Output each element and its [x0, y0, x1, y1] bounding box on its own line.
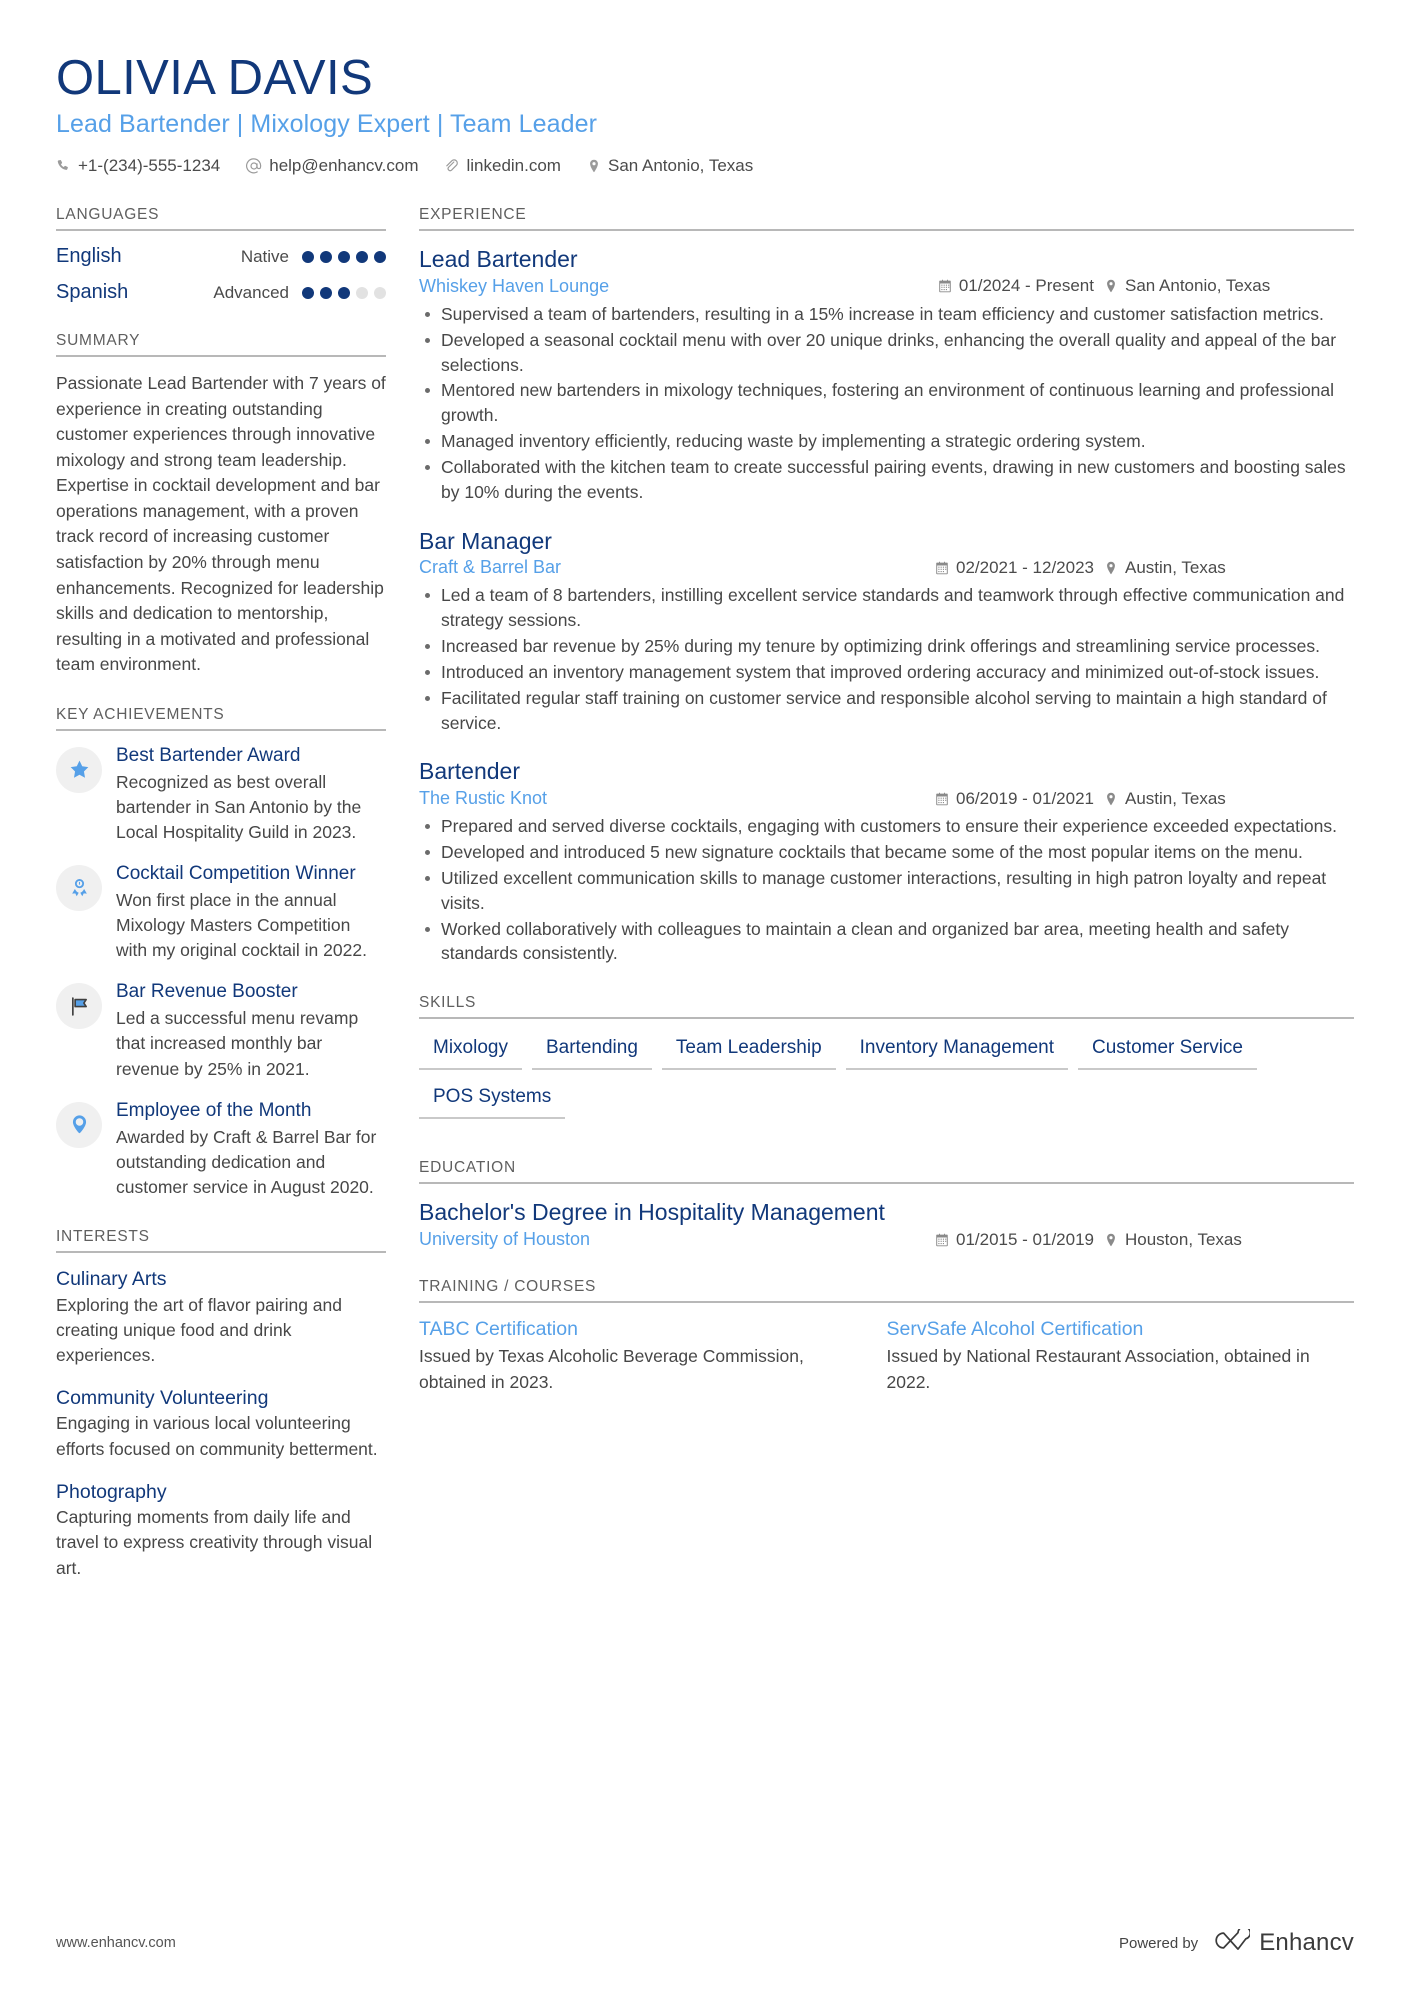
- training-list: [419, 1317, 1354, 1395]
- proficiency-dot: [356, 287, 368, 299]
- education-school: University of Houston: [419, 1229, 591, 1250]
- award-medal-icon: [56, 865, 102, 911]
- location-icon: [1104, 792, 1118, 806]
- contact-item-1[interactable]: [246, 156, 418, 176]
- enhancv-mark-icon: [1212, 1929, 1250, 1957]
- skills-heading: SKILLS: [419, 994, 1354, 1019]
- job-title: Bartender: [419, 758, 521, 785]
- candidate-headline: Lead Bartender | Mixology Expert | Team Leader: [56, 109, 598, 138]
- interest-description: Exploring the art of flavor pairing and creating unique food and drink experiences.: [56, 1294, 342, 1365]
- job-bullet: Developed and introduced 5 new signature cocktails that became some of the most popular items on the menu.: [419, 840, 1354, 865]
- interest-item: [56, 1267, 386, 1368]
- achievement-description: Recognized as best overall bartender in San Antonio by the Local Hospitality Guild in 2023.: [116, 771, 362, 842]
- training-item: [887, 1317, 1355, 1395]
- education-location-text: Houston, Texas: [1125, 1229, 1242, 1249]
- job-dates: [935, 558, 1094, 578]
- job-bullet: Mentored new bartenders in mixology techniques, fostering an environment of continuous learning and professional growth.: [419, 378, 1354, 428]
- job-bullets: [419, 583, 1354, 735]
- footer-url[interactable]: www.enhancv.com: [56, 1935, 176, 1951]
- job-bullet: Collaborated with the kitchen team to create successful pairing events, drawing in new customers and boosting sales by 10% during the events.: [419, 455, 1354, 505]
- proficiency-dot: [302, 287, 314, 299]
- achievement-description: Awarded by Craft & Barrel Bar for outstanding dedication and customer service in August 2020.: [116, 1126, 377, 1197]
- contact-item-0[interactable]: [56, 156, 220, 176]
- job-dates-text: 02/2021 - 12/2023: [955, 557, 1094, 577]
- education-list: [419, 1198, 1354, 1250]
- achievements-list: [56, 745, 386, 1200]
- achievement-body: [116, 1100, 386, 1200]
- calendar-icon: [938, 279, 952, 293]
- language-name: English: [56, 245, 122, 268]
- flag-icon: [56, 983, 102, 1029]
- page-footer: [56, 1929, 1354, 1957]
- location-icon: [587, 159, 601, 173]
- language-rating: [241, 247, 386, 267]
- achievement-item: [56, 863, 386, 963]
- interest-title: Community Volunteering: [56, 1387, 269, 1410]
- language-row: [56, 281, 386, 304]
- job-meta: [419, 276, 1354, 297]
- achievement-body: [116, 863, 386, 963]
- job-meta: [419, 557, 1354, 578]
- location-icon: [1104, 279, 1118, 293]
- location-icon: [1104, 1233, 1118, 1247]
- experience-item: [419, 245, 1354, 505]
- education-degree: Bachelor's Degree in Hospitality Management: [419, 1199, 885, 1226]
- interests-section: [56, 1228, 386, 1581]
- job-bullet: Led a team of 8 bartenders, instilling excellent service standards and teamwork through effective communication and strategy sessions.: [419, 583, 1354, 633]
- skill-tag[interactable]: Customer Service: [1078, 1033, 1257, 1070]
- experience-item: [419, 527, 1354, 736]
- calendar-icon: [935, 561, 949, 575]
- interest-item: [56, 1480, 386, 1581]
- language-level: Native: [240, 246, 289, 266]
- training-description: Issued by National Restaurant Association, obtained in 2022.: [886, 1346, 1310, 1392]
- achievement-description: Led a successful menu revamp that increased monthly bar revenue by 25% in 2021.: [116, 1008, 359, 1079]
- right-column: [419, 206, 1354, 1423]
- interest-description: Engaging in various local volunteering efforts focused on community betterment.: [56, 1413, 378, 1459]
- achievement-title: Cocktail Competition Winner: [116, 863, 356, 885]
- footer-brand: [1119, 1929, 1354, 1957]
- achievement-body: [116, 981, 386, 1081]
- education-dates-text: 01/2015 - 01/2019: [955, 1229, 1094, 1249]
- calendar-icon: [935, 792, 949, 806]
- summary-text: Passionate Lead Bartender with 7 years of experience in creating outstanding customer experiences through innovative mixology and strong team leadership. Expertise in cocktail development and bar operations management, with a proven track record of increasing customer satisfaction by 20% through menu enhancements. Recognized for leadership skills and dedication to mentorship, resulting in a motivated and professional team environment.: [56, 373, 386, 675]
- job-location: [1104, 789, 1354, 809]
- interest-description: Capturing moments from daily life and travel to express creativity through visual art.: [56, 1507, 373, 1578]
- education-heading: EDUCATION: [419, 1159, 1354, 1184]
- skills-list: [419, 1033, 1354, 1131]
- job-title: Lead Bartender: [419, 246, 578, 273]
- job-company: Craft & Barrel Bar: [419, 557, 562, 578]
- job-bullet: Increased bar revenue by 25% during my tenure by optimizing drink offerings and streamlining service processes.: [419, 634, 1354, 659]
- resume-header: [56, 52, 1354, 176]
- education-meta: [419, 1229, 1354, 1250]
- job-bullet: Supervised a team of bartenders, resulting in a 15% increase in team efficiency and customer satisfaction metrics.: [419, 302, 1354, 327]
- skill-tag[interactable]: Team Leadership: [662, 1033, 836, 1070]
- job-bullets: [419, 814, 1354, 966]
- contact-text: help@enhancv.com: [269, 156, 419, 176]
- language-row: [56, 245, 386, 268]
- training-description: Issued by Texas Alcoholic Beverage Commission, obtained in 2023.: [419, 1346, 804, 1392]
- link-icon: [444, 159, 459, 174]
- job-location: [1104, 276, 1354, 296]
- education-section: [419, 1159, 1354, 1250]
- job-bullet: Utilized excellent communication skills to manage customer interactions, resulting in high patron loyalty and repeat visits.: [419, 866, 1354, 916]
- proficiency-dots: [302, 251, 386, 263]
- skill-tag[interactable]: Mixology: [419, 1033, 522, 1070]
- calendar-icon: [935, 1233, 949, 1247]
- education-location: [1104, 1230, 1354, 1250]
- experience-heading: EXPERIENCE: [419, 206, 1354, 231]
- proficiency-dot: [338, 287, 350, 299]
- contact-row: [56, 156, 1354, 176]
- proficiency-dot: [302, 251, 314, 263]
- training-title: TABC Certification: [419, 1318, 578, 1341]
- proficiency-dot: [338, 251, 350, 263]
- languages-section: [56, 206, 386, 304]
- job-company: Whiskey Haven Lounge: [419, 275, 610, 296]
- pin-drop-icon: [56, 1102, 102, 1148]
- resume-body: [56, 206, 1354, 1609]
- training-section: [419, 1278, 1354, 1395]
- job-dates: [938, 276, 1094, 296]
- proficiency-dot: [356, 251, 368, 263]
- job-location: [1104, 558, 1354, 578]
- contact-text: +1-(234)-555-1234: [78, 156, 221, 176]
- key-achievements-section: [56, 706, 386, 1200]
- language-rating: [213, 283, 386, 303]
- languages-heading: LANGUAGES: [56, 206, 386, 231]
- contact-text: linkedin.com: [466, 156, 561, 176]
- proficiency-dots: [302, 287, 386, 299]
- job-location-text: Austin, Texas: [1125, 788, 1226, 808]
- job-bullet: Introduced an inventory management system that improved ordering accuracy and minimized out-of-stock issues.: [419, 660, 1354, 685]
- job-bullet: Developed a seasonal cocktail menu with over 20 unique drinks, enhancing the overall quality and appeal of the bar selections.: [419, 328, 1354, 378]
- skill-tag[interactable]: Bartending: [532, 1033, 652, 1070]
- job-bullet: Worked collaboratively with colleagues to maintain a clean and organized bar area, meeting health and safety standards consistently.: [419, 917, 1354, 967]
- language-name: Spanish: [56, 281, 129, 304]
- achievement-body: [116, 745, 386, 845]
- training-item: [419, 1317, 887, 1395]
- experience-list: [419, 245, 1354, 966]
- powered-by-label: Powered by: [1118, 1934, 1199, 1952]
- job-title: Bar Manager: [419, 527, 552, 554]
- achievement-item: [56, 1100, 386, 1200]
- experience-item: [419, 757, 1354, 966]
- star-icon: [56, 747, 102, 793]
- enhancv-logo: [1212, 1929, 1354, 1957]
- interest-item: [56, 1386, 386, 1462]
- training-heading: TRAINING / COURSES: [419, 1278, 1354, 1303]
- job-dates: [935, 789, 1094, 809]
- training-title: ServSafe Alcohol Certification: [886, 1318, 1144, 1341]
- interests-list: [56, 1267, 386, 1581]
- achievement-title: Employee of the Month: [116, 1099, 312, 1121]
- proficiency-dot: [374, 287, 386, 299]
- job-bullets: [419, 302, 1354, 505]
- left-column: [56, 206, 386, 1609]
- job-location-text: San Antonio, Texas: [1125, 276, 1271, 296]
- languages-list: [56, 245, 386, 304]
- proficiency-dot: [320, 287, 332, 299]
- skills-section: [419, 994, 1354, 1131]
- achievement-item: [56, 981, 386, 1081]
- job-location-text: Austin, Texas: [1125, 557, 1226, 577]
- summary-heading: SUMMARY: [56, 332, 386, 357]
- proficiency-dot: [320, 251, 332, 263]
- job-dates-text: 01/2024 - Present: [958, 276, 1094, 296]
- education-item: [419, 1198, 1354, 1250]
- achievement-title: Bar Revenue Booster: [116, 981, 298, 1003]
- interest-title: Photography: [56, 1480, 167, 1503]
- achievement-title: Best Bartender Award: [116, 744, 301, 766]
- language-level: Advanced: [213, 282, 289, 302]
- experience-section: [419, 206, 1354, 966]
- job-bullet: Managed inventory efficiently, reducing waste by implementing a strategic ordering system.: [419, 429, 1354, 454]
- contact-item-2[interactable]: [444, 156, 561, 176]
- email-icon: [246, 158, 262, 174]
- phone-icon: [56, 159, 71, 174]
- interest-title: Culinary Arts: [56, 1268, 167, 1291]
- key-achievements-heading: KEY ACHIEVEMENTS: [56, 706, 386, 731]
- skill-tag[interactable]: Inventory Management: [846, 1033, 1068, 1070]
- interests-heading: INTERESTS: [56, 1228, 386, 1253]
- skill-tag[interactable]: POS Systems: [419, 1082, 565, 1119]
- job-bullet: Facilitated regular staff training on customer service and responsible alcohol serving to maintain a high standard of service.: [419, 686, 1354, 736]
- contact-text: San Antonio, Texas: [607, 156, 754, 176]
- achievement-item: [56, 745, 386, 845]
- summary-section: [56, 332, 386, 678]
- location-icon: [1104, 561, 1118, 575]
- enhancv-wordmark: Enhancv: [1259, 1929, 1354, 1956]
- contact-item-3[interactable]: [587, 156, 753, 176]
- education-dates: [935, 1230, 1094, 1250]
- job-dates-text: 06/2019 - 01/2021: [955, 788, 1094, 808]
- job-company: The Rustic Knot: [419, 788, 548, 809]
- achievement-description: Won first place in the annual Mixology Masters Competition with my original cocktail in 2022.: [116, 889, 367, 961]
- candidate-name: OLIVIA DAVIS: [56, 51, 374, 105]
- job-meta: [419, 788, 1354, 809]
- proficiency-dot: [374, 251, 386, 263]
- job-bullet: Prepared and served diverse cocktails, engaging with customers to ensure their experience exceeded expectations.: [419, 814, 1354, 839]
